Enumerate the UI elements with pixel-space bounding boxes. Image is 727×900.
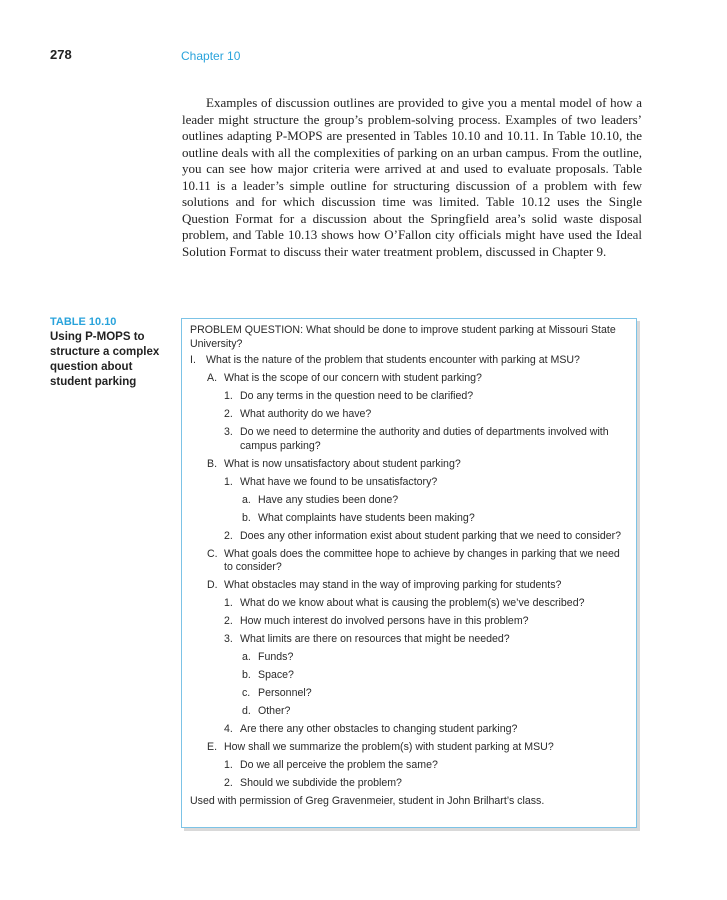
item-number: I. bbox=[190, 354, 196, 366]
item-text: What limits are there on resources that might be needed? bbox=[240, 633, 510, 645]
list-item bbox=[190, 669, 630, 683]
list-item bbox=[190, 615, 630, 629]
item-number: a. bbox=[242, 651, 251, 663]
item-number: 2. bbox=[224, 777, 233, 789]
item-number: 3. bbox=[224, 633, 233, 645]
item-number: A. bbox=[207, 372, 218, 384]
list-item bbox=[190, 426, 630, 453]
list-item bbox=[190, 597, 630, 611]
list-item bbox=[190, 408, 630, 422]
item-number: d. bbox=[242, 705, 251, 717]
item-number: 2. bbox=[224, 408, 233, 420]
item-number: b. bbox=[242, 511, 251, 524]
item-text: Does any other information exist about student parking that we need to consider? bbox=[240, 529, 622, 542]
item-text: What have we found to be unsatisfactory? bbox=[240, 475, 438, 488]
list-item bbox=[190, 687, 630, 701]
list-item bbox=[190, 777, 630, 791]
list-item bbox=[190, 354, 630, 368]
item-text: What goals does the committee hope to achieve by changes in parking that we need to consider? bbox=[224, 547, 620, 573]
outline-box bbox=[181, 318, 637, 828]
item-text: Are there any other obstacles to changing student parking? bbox=[240, 723, 518, 735]
list-item bbox=[190, 741, 630, 755]
item-number: b. bbox=[242, 669, 251, 681]
list-item bbox=[190, 458, 630, 472]
problem-question: PROBLEM QUESTION: What should be done to improve student parking at Missouri State University? bbox=[190, 324, 616, 350]
list-item bbox=[190, 548, 630, 575]
item-number: E. bbox=[207, 741, 218, 753]
item-text: What is the scope of our concern with student parking? bbox=[224, 372, 482, 384]
item-text: What authority do we have? bbox=[240, 408, 372, 420]
intro-paragraph: Examples of discussion outlines are provided to give you a mental model of how a leader might structure the group’s problem-solving process. Examples of two leaders’ outlines adapting P-MOPS are presented in Tables 10.10 and 10.11. In Table 10.10, the outline deals with all the complexities of parking on an urban campus. From the outline, you can see how major criteria were arrived at and used to evaluate proposals. Table 10.11 is a leader’s simple outline for structuring discussion of a problem with few solutions and for which discussion time was limited. Table 10.12 uses the Single Question Format for a discussion about the Springfield area’s solid waste disposal problem, and Table 10.13 shows how O’Fallon city officials might have used the Ideal Solution Format to discuss their water treatment problem, discussed in Chapter 9. bbox=[182, 95, 642, 259]
item-number: C. bbox=[207, 547, 218, 560]
item-number: 2. bbox=[224, 529, 233, 542]
item-number: 3. bbox=[224, 426, 233, 438]
item-number: 1. bbox=[224, 475, 233, 488]
item-text: Funds? bbox=[258, 651, 294, 663]
list-item bbox=[190, 476, 630, 490]
item-text: What obstacles may stand in the way of improving parking for students? bbox=[224, 579, 562, 591]
table-label: TABLE 10.10 bbox=[50, 316, 117, 328]
item-text: How shall we summarize the problem(s) with student parking at MSU? bbox=[224, 741, 554, 753]
item-text: Have any studies been done? bbox=[258, 493, 399, 506]
item-number: 1. bbox=[224, 597, 233, 609]
list-item bbox=[190, 579, 630, 593]
item-number: 4. bbox=[224, 723, 233, 735]
item-text: Other? bbox=[258, 705, 291, 717]
item-text: What do we know about what is causing the problem(s) we’ve described? bbox=[240, 597, 585, 609]
item-text: Should we subdivide the problem? bbox=[240, 777, 402, 789]
list-item bbox=[190, 723, 630, 737]
list-item bbox=[190, 512, 630, 526]
item-text: Do we all perceive the problem the same? bbox=[240, 759, 438, 771]
item-text: Do we need to determine the authority and duties of departments involved with campus parking? bbox=[240, 426, 609, 452]
item-number: 1. bbox=[224, 759, 233, 771]
list-item bbox=[190, 390, 630, 404]
list-item bbox=[190, 494, 630, 508]
table-caption-text: Using P-MOPS to structure a complex question about student parking bbox=[50, 331, 160, 388]
list-item bbox=[190, 372, 630, 386]
item-text: What is the nature of the problem that students encounter with parking at MSU? bbox=[206, 354, 580, 366]
list-item bbox=[190, 530, 630, 544]
item-number: a. bbox=[242, 493, 251, 506]
item-text: Do any terms in the question need to be clarified? bbox=[240, 390, 474, 402]
table-caption bbox=[50, 316, 170, 390]
list-item bbox=[190, 633, 630, 647]
list-item bbox=[190, 651, 630, 665]
item-text: Space? bbox=[258, 669, 294, 681]
item-text: What complaints have students been making? bbox=[258, 511, 475, 524]
item-text: How much interest do involved persons have in this problem? bbox=[240, 615, 529, 627]
item-number: c. bbox=[242, 687, 251, 699]
chapter-label: Chapter 10 bbox=[181, 49, 241, 63]
item-text: What is now unsatisfactory about student parking? bbox=[224, 457, 461, 470]
item-text: Personnel? bbox=[258, 687, 312, 699]
item-number: 1. bbox=[224, 390, 233, 402]
list-item bbox=[190, 759, 630, 773]
item-number: 2. bbox=[224, 615, 233, 627]
page-number: 278 bbox=[50, 47, 72, 62]
table-credit: Used with permission of Greg Gravenmeier, student in John Brilhart’s class. bbox=[190, 795, 545, 807]
list-item bbox=[190, 705, 630, 719]
item-number: B. bbox=[207, 457, 218, 470]
item-number: D. bbox=[207, 579, 218, 591]
